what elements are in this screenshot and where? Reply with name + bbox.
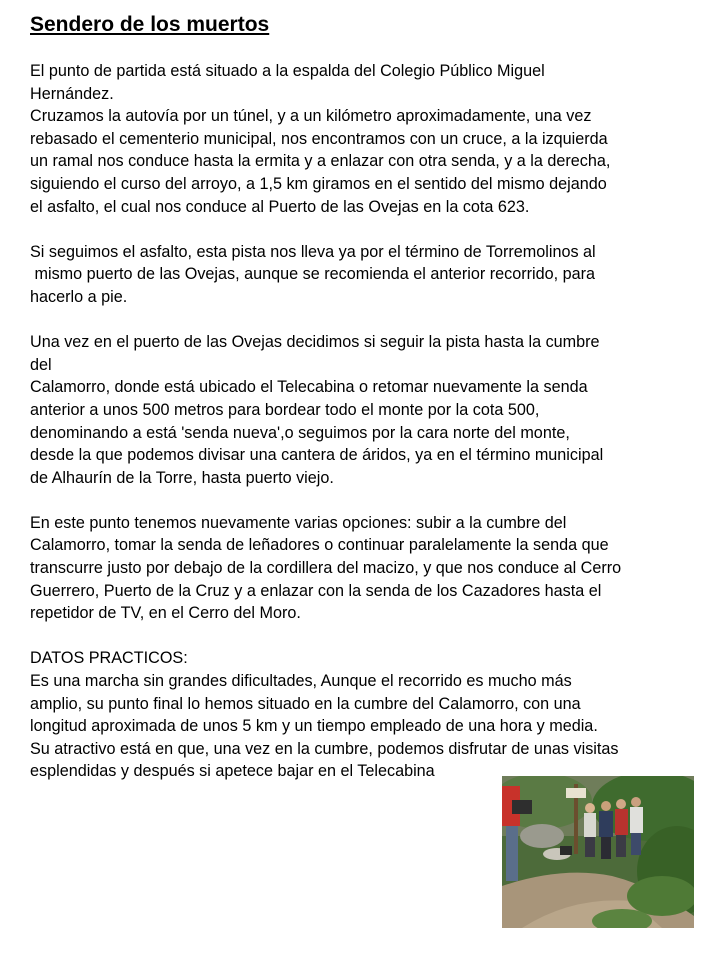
paragraph-asphalt-option	[30, 241, 716, 309]
text-line: el asfalto, el cual nos conduce al Puerto de las Ovejas en la cota 623.	[30, 197, 530, 216]
section-heading: DATOS PRACTICOS:	[30, 649, 188, 668]
text-line: denominando a está 'senda nueva',o seguimos por la cara norte del monte,	[30, 423, 570, 442]
article-body	[30, 60, 716, 783]
text-line: Si seguimos el asfalto, esta pista nos lleva ya por el término de Torremolinos al	[30, 242, 596, 261]
paragraph-spacer	[30, 309, 716, 332]
text-line: En este punto tenemos nuevamente varias opciones: subir a la cumbre del	[30, 513, 567, 532]
text-line: Calamorro, donde está ubicado el Telecabina o retomar nuevamente la senda	[30, 378, 588, 397]
text-line: rebasado el cementerio municipal, nos encontramos con un cruce, a la izquierda	[30, 129, 608, 148]
text-line: un ramal nos conduce hasta la ermita y a enlazar con otra senda, y a la derecha,	[30, 152, 611, 171]
text-line: transcurre justo por debajo de la cordillera del macizo, y que nos conduce al Cerro	[30, 559, 622, 578]
paragraph-spacer	[30, 625, 716, 648]
text-line: Hernández.	[30, 84, 114, 103]
page-title: Sendero de los muertos	[30, 13, 270, 36]
text-line: Una vez en el puerto de las Ovejas decidimos si seguir la pista hasta la cumbre	[30, 333, 600, 352]
text-line: hacerlo a pie.	[30, 287, 128, 306]
text-line: repetidor de TV, en el Cerro del Moro.	[30, 604, 301, 623]
text-line: Cruzamos la autovía por un túnel, y a un kilómetro aproximadamente, una vez	[30, 107, 592, 126]
text-line: desde la que podemos divisar una cantera de áridos, ya en el término municipal	[30, 446, 604, 465]
text-line: Calamorro, tomar la senda de leñadores o continuar paralelamente la senda que	[30, 536, 609, 555]
text-line: de Alhaurín de la Torre, hasta puerto viejo.	[30, 468, 334, 487]
paragraph-route-start	[30, 60, 716, 218]
text-line: El punto de partida está situado a la espalda del Colegio Público Miguel	[30, 62, 545, 80]
text-line: amplio, su punto final lo hemos situado en la cumbre del Calamorro, con una	[30, 694, 581, 713]
paragraph-puerto-ovejas	[30, 331, 716, 489]
text-line: del	[30, 355, 52, 374]
text-line: Su atractivo está en que, una vez en la cumbre, podemos disfrutar de unas visitas	[30, 739, 619, 758]
paragraph-spacer	[30, 218, 716, 241]
text-line: longitud aproximada de unos 5 km y un tiempo empleado de una hora y media.	[30, 717, 598, 736]
paragraph-options	[30, 512, 716, 625]
paragraph-spacer	[30, 489, 716, 512]
text-line: Guerrero, Puerto de la Cruz y a enlazar con la senda de los Cazadores hasta el	[30, 581, 602, 600]
text-line: esplendidas y después si apetece bajar en el Telecabina	[30, 762, 435, 781]
text-line: Es una marcha sin grandes dificultades, Aunque el recorrido es mucho más	[30, 672, 572, 691]
text-line: siguiendo el curso del arroyo, a 1,5 km giramos en el sentido del mismo dejando	[30, 174, 607, 193]
paragraph-practical-data	[30, 647, 716, 783]
text-line: mismo puerto de las Ovejas, aunque se recomienda el anterior recorrido, para	[30, 265, 596, 284]
hikers-photo	[502, 776, 694, 928]
text-line: anterior a unos 500 metros para bordear todo el monte por la cota 500,	[30, 400, 540, 419]
